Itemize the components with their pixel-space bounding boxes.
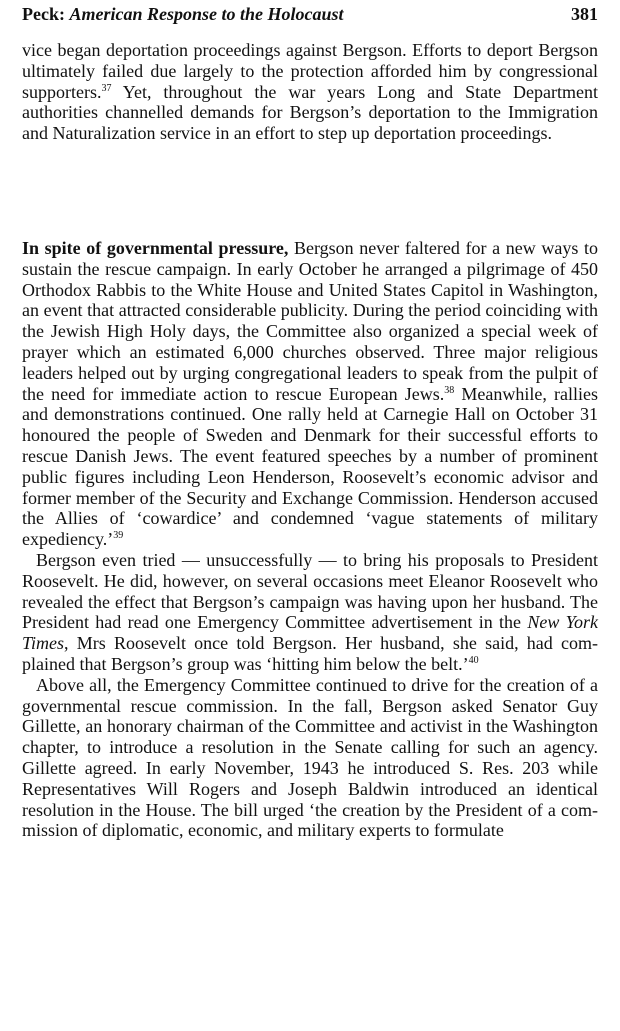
- footnote-ref-38: 38: [444, 384, 455, 396]
- footnote-ref-39: 39: [113, 530, 124, 542]
- paragraph-2: [22, 238, 598, 550]
- running-head: [22, 2, 598, 26]
- text-block-top: [22, 40, 598, 144]
- footnote-ref-37: 37: [101, 82, 112, 94]
- paragraph-1: [22, 40, 598, 144]
- footnote-ref-40: 40: [468, 654, 479, 666]
- page-number: 381: [571, 4, 598, 24]
- paragraph-2-text-a: Bergson never faltered for a new ways to sustain the rescue campaign. In early October he arranged a pilgrimage of 450 Orthodox Rabbis to the White House and United States Capitol in Washington, an event that attracted considerable publicity. During the period coinciding with the Jewish High Holy days, the Committee also organized a special week of prayer which an estimated 6,000 churches observed. Three major religious leaders helped out by urging congregational leaders to speak from the pulpit of the need for immediate action to rescue European Jews.: [22, 238, 599, 404]
- text-block-main: [22, 238, 598, 841]
- document-page: [22, 0, 598, 1031]
- paragraph-2-text-b: Meanwhile, rallies and demonstrations continued. One rally held at Carnegie Hall on October 31 honoured the people of Sweden and Denmark for their successful efforts to rescue Danish Jews. The event featured speeches by a number of prominent public figures including Leon Henderson, Roosevelt’s economic advisor and former member of the Security and Exchange Commission. Henderson accused the Allies of ‘cowardice’ and condemned ‘vague statements of military expediency.’: [22, 383, 598, 550]
- paragraph-4: Above all, the Emergency Committee continued to drive for the creation of a governmental rescue commission. In the fall, Bergson asked Senator Guy Gillette, an honorary chairman of the Committee and activist in the Washington chapter, to introduce a resolution in the Senate calling for such an agency. Gillette agreed. In early November, 1943 he introduced S. Res. 203 while Representatives Will Rogers and Joseph Baldwin introduced an identical resolution in the House. The bill urged ‘the creation by the President of a commission of diplomatic, economic, and military experts to formulate: [22, 674, 598, 841]
- running-head-author: Peck:: [22, 4, 65, 24]
- paragraph-2-lead-in: In spite of governmental pressure,: [22, 238, 289, 258]
- paragraph-3-text-b: , Mrs Roosevelt once told Bergson. Her husband, she said, had complained that Bergson’s group was ‘hitting him below the belt.’: [22, 633, 598, 674]
- paragraph-3-text-a: Bergson even tried — unsuccessfully — to bring his proposals to President Roosevelt. He did, however, on several occasions meet Eleanor Roosevelt who revealed the effect that Bergson’s campaign was having upon her husband. The President had read one Emergency Committee advertisement in the: [22, 549, 598, 633]
- running-head-title: [22, 2, 344, 26]
- paragraph-3: [22, 550, 598, 675]
- newspaper-title: New York Times: [22, 612, 598, 654]
- running-head-article-title: American Response to the Holocaust: [69, 4, 344, 24]
- paragraph-1-text-a: vice began deportation proceedings against Bergson. Efforts to deport Bergson ultimately failed due largely to the protection afforded him by congressional supporters.: [22, 40, 598, 102]
- paragraph-1-text-b: Yet, throughout the war years Long and State Department authorities channelled demands for Bergson’s deportation to the Immigration and Naturalization service in an effort to step up deportation proceedings.: [22, 81, 598, 144]
